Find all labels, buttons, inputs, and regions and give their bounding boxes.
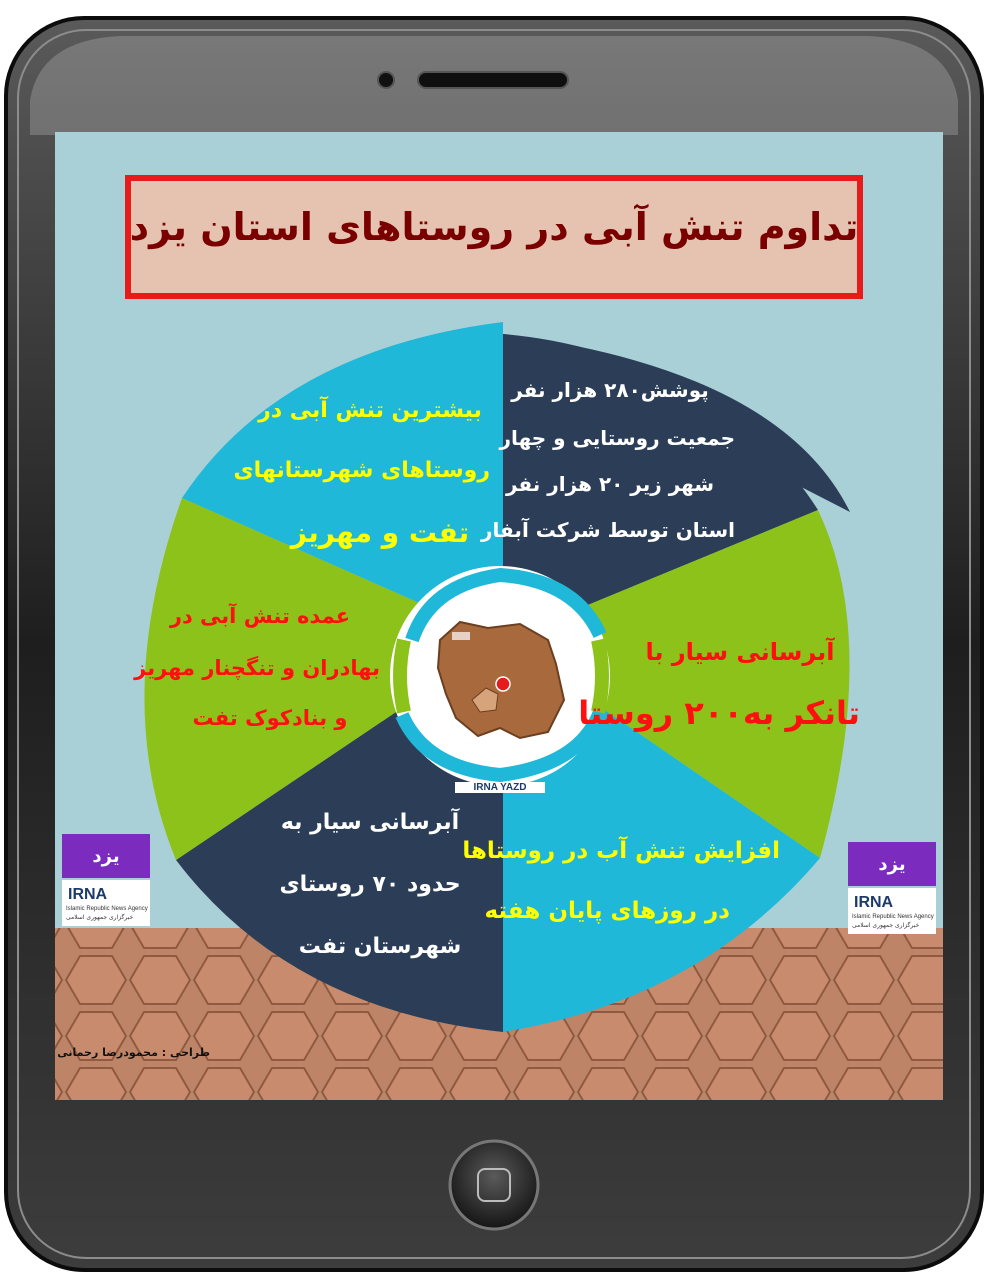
home-button[interactable]: [450, 1141, 538, 1229]
slice-top-right-line-2: جمعیت روستایی و چهار: [499, 426, 735, 450]
slice-left-line-3: و بنادکوک تفت: [192, 706, 348, 730]
slice-right-line-1: آبرسانی سیار با: [645, 638, 835, 666]
irna-logo-left: [62, 834, 150, 926]
slice-left-line-1: عمده تنش آبی در: [169, 604, 351, 628]
slice-bottom-left-line-2: حدود ۷۰ روستای: [279, 872, 461, 897]
slice-bottom-left-line-1: آبرسانی سیار به: [280, 810, 460, 835]
page-title: تداوم تنش آبی در روستاهای استان یزد: [129, 205, 859, 249]
slice-top-left-line-1: بیشترین تنش آبی در: [258, 398, 482, 423]
irna-wordmark: IRNA: [68, 886, 108, 903]
slice-top-right-line-3: شهر زیر ۲۰ هزار نفر: [505, 472, 715, 496]
irna-logo-right: [848, 842, 936, 934]
front-camera-icon: [378, 72, 394, 88]
yazd-marker-icon: [496, 677, 510, 691]
slice-top-right-line-4: استان توسط شرکت آبفار: [481, 518, 735, 542]
agency-name-fa: خبرگزاری جمهوری اسلامی: [852, 922, 920, 929]
center-logo-text: IRNA YAZD: [455, 782, 545, 793]
slice-bottom-right-line-1: افزایش تنش آب در روستاها: [462, 838, 780, 864]
agency-name-en: Islamic Republic News Agency: [852, 914, 934, 920]
yazd-badge: یزد: [62, 834, 150, 878]
slice-top-left-line-3: تفت و مهریز: [290, 516, 470, 549]
arrow-ring-left: [400, 640, 404, 712]
slice-left-line-2: بهادران و تنگچنار مهریز: [134, 656, 380, 680]
agency-name-en: Islamic Republic News Agency: [66, 906, 148, 912]
designer-credit: طراحی : محمودرضا رحمانی: [57, 1046, 210, 1059]
slice-top-right-line-1: پوشش۲۸۰ هزار نفر: [511, 378, 709, 402]
speaker-grille: [418, 72, 568, 88]
irna-wordmark: IRNA: [854, 894, 894, 911]
agency-name-fa: خبرگزاری جمهوری اسلامی: [66, 914, 134, 921]
yazd-badge: یزد: [848, 842, 936, 886]
slice-bottom-left-line-3: شهرستان تفت: [298, 934, 462, 959]
slice-right-line-2: تانکر به۲۰۰ روستا: [578, 694, 860, 732]
slice-bottom-right-line-2: در روزهای پایان هفته: [484, 898, 730, 924]
slice-top-left-line-2: روستاهای شهرستانهای: [233, 458, 490, 483]
